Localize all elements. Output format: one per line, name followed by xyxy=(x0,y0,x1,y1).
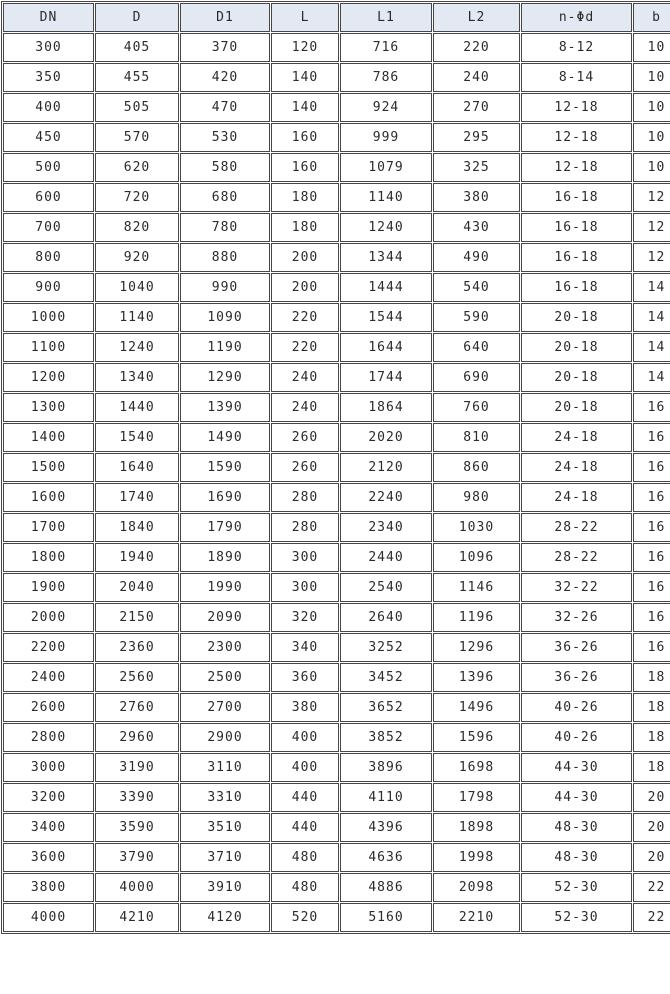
table-row xyxy=(3,603,670,632)
table-cell: 920 xyxy=(95,243,179,272)
table-cell: 3710 xyxy=(180,843,270,872)
table-cell: 4120 xyxy=(180,903,270,932)
table-row xyxy=(3,63,670,92)
table-cell: 1590 xyxy=(180,453,270,482)
table-cell: 4886 xyxy=(340,873,432,902)
table-cell: 14 xyxy=(633,303,670,332)
table-cell: 1146 xyxy=(433,573,520,602)
table-cell: 1344 xyxy=(340,243,432,272)
dimension-spec-table xyxy=(1,1,670,934)
table-cell: 440 xyxy=(271,813,339,842)
table-cell: 720 xyxy=(95,183,179,212)
table-cell: 10 xyxy=(633,33,670,62)
table-cell: 3910 xyxy=(180,873,270,902)
table-cell: 1079 xyxy=(340,153,432,182)
table-cell: 44-30 xyxy=(521,783,632,812)
table-body xyxy=(3,33,670,932)
table-cell: 40-26 xyxy=(521,693,632,722)
table-cell: 1490 xyxy=(180,423,270,452)
table-cell: 990 xyxy=(180,273,270,302)
table-cell: 1540 xyxy=(95,423,179,452)
table-cell: 120 xyxy=(271,33,339,62)
table-cell: 3452 xyxy=(340,663,432,692)
table-cell: 320 xyxy=(271,603,339,632)
table-cell: 2040 xyxy=(95,573,179,602)
table-cell: 32-22 xyxy=(521,573,632,602)
table-cell: 2150 xyxy=(95,603,179,632)
table-cell: 16 xyxy=(633,423,670,452)
table-cell: 2960 xyxy=(95,723,179,752)
table-cell: 505 xyxy=(95,93,179,122)
table-cell: 2760 xyxy=(95,693,179,722)
table-cell: 680 xyxy=(180,183,270,212)
table-cell: 405 xyxy=(95,33,179,62)
table-cell: 1840 xyxy=(95,513,179,542)
table-cell: 180 xyxy=(271,183,339,212)
column-header: n-Φd xyxy=(521,3,632,32)
table-cell: 300 xyxy=(3,33,94,62)
table-cell: 400 xyxy=(271,753,339,782)
table-cell: 450 xyxy=(3,123,94,152)
table-cell: 16-18 xyxy=(521,213,632,242)
table-cell: 2360 xyxy=(95,633,179,662)
table-cell: 12-18 xyxy=(521,153,632,182)
table-cell: 1240 xyxy=(340,213,432,242)
table-cell: 1644 xyxy=(340,333,432,362)
table-cell: 1400 xyxy=(3,423,94,452)
table-cell: 580 xyxy=(180,153,270,182)
table-cell: 20-18 xyxy=(521,363,632,392)
table-cell: 490 xyxy=(433,243,520,272)
table-cell: 260 xyxy=(271,453,339,482)
table-cell: 1200 xyxy=(3,363,94,392)
table-cell: 1864 xyxy=(340,393,432,422)
table-cell: 860 xyxy=(433,453,520,482)
table-cell: 3590 xyxy=(95,813,179,842)
table-cell: 28-22 xyxy=(521,543,632,572)
table-cell: 280 xyxy=(271,513,339,542)
table-cell: 1040 xyxy=(95,273,179,302)
table-cell: 1096 xyxy=(433,543,520,572)
table-cell: 1900 xyxy=(3,573,94,602)
table-cell: 540 xyxy=(433,273,520,302)
table-cell: 1030 xyxy=(433,513,520,542)
table-cell: 20-18 xyxy=(521,333,632,362)
table-row xyxy=(3,273,670,302)
table-cell: 880 xyxy=(180,243,270,272)
table-cell: 570 xyxy=(95,123,179,152)
table-cell: 3110 xyxy=(180,753,270,782)
table-cell: 1240 xyxy=(95,333,179,362)
table-cell: 1100 xyxy=(3,333,94,362)
table-cell: 8-14 xyxy=(521,63,632,92)
table-cell: 3652 xyxy=(340,693,432,722)
table-cell: 2800 xyxy=(3,723,94,752)
table-cell: 260 xyxy=(271,423,339,452)
table-row xyxy=(3,303,670,332)
table-cell: 380 xyxy=(271,693,339,722)
table-cell: 1898 xyxy=(433,813,520,842)
table-cell: 48-30 xyxy=(521,843,632,872)
column-header: L xyxy=(271,3,339,32)
table-cell: 18 xyxy=(633,753,670,782)
table-cell: 1698 xyxy=(433,753,520,782)
table-cell: 14 xyxy=(633,273,670,302)
table-cell: 480 xyxy=(271,843,339,872)
table-cell: 1690 xyxy=(180,483,270,512)
table-cell: 12 xyxy=(633,213,670,242)
table-cell: 2020 xyxy=(340,423,432,452)
table-row xyxy=(3,633,670,662)
table-cell: 2340 xyxy=(340,513,432,542)
table-row xyxy=(3,393,670,422)
table-cell: 1440 xyxy=(95,393,179,422)
table-cell: 2400 xyxy=(3,663,94,692)
table-cell: 18 xyxy=(633,723,670,752)
table-cell: 1800 xyxy=(3,543,94,572)
table-cell: 18 xyxy=(633,693,670,722)
table-cell: 350 xyxy=(3,63,94,92)
table-row xyxy=(3,33,670,62)
table-cell: 1290 xyxy=(180,363,270,392)
table-cell: 1496 xyxy=(433,693,520,722)
table-cell: 8-12 xyxy=(521,33,632,62)
table-cell: 220 xyxy=(271,333,339,362)
table-cell: 2700 xyxy=(180,693,270,722)
table-row xyxy=(3,723,670,752)
table-cell: 52-30 xyxy=(521,873,632,902)
table-cell: 16-18 xyxy=(521,273,632,302)
table-cell: 2540 xyxy=(340,573,432,602)
table-cell: 340 xyxy=(271,633,339,662)
table-row xyxy=(3,213,670,242)
table-cell: 20 xyxy=(633,843,670,872)
table-cell: 16-18 xyxy=(521,243,632,272)
table-cell: 640 xyxy=(433,333,520,362)
table-cell: 48-30 xyxy=(521,813,632,842)
table-cell: 220 xyxy=(433,33,520,62)
table-cell: 4396 xyxy=(340,813,432,842)
table-cell: 3800 xyxy=(3,873,94,902)
table-cell: 924 xyxy=(340,93,432,122)
table-cell: 690 xyxy=(433,363,520,392)
table-cell: 820 xyxy=(95,213,179,242)
table-cell: 1140 xyxy=(340,183,432,212)
table-cell: 220 xyxy=(271,303,339,332)
table-cell: 430 xyxy=(433,213,520,242)
table-row xyxy=(3,363,670,392)
table-cell: 36-26 xyxy=(521,663,632,692)
table-row xyxy=(3,153,670,182)
table-cell: 520 xyxy=(271,903,339,932)
table-cell: 10 xyxy=(633,93,670,122)
table-cell: 20 xyxy=(633,783,670,812)
table-cell: 140 xyxy=(271,63,339,92)
table-cell: 160 xyxy=(271,123,339,152)
table-cell: 3600 xyxy=(3,843,94,872)
header-row xyxy=(3,3,670,32)
table-cell: 4210 xyxy=(95,903,179,932)
table-cell: 10 xyxy=(633,123,670,152)
table-cell: 2090 xyxy=(180,603,270,632)
table-cell: 1700 xyxy=(3,513,94,542)
table-cell: 1740 xyxy=(95,483,179,512)
table-cell: 12-18 xyxy=(521,93,632,122)
table-cell: 16-18 xyxy=(521,183,632,212)
table-cell: 1300 xyxy=(3,393,94,422)
table-cell: 1890 xyxy=(180,543,270,572)
table-cell: 900 xyxy=(3,273,94,302)
table-cell: 1500 xyxy=(3,453,94,482)
table-cell: 16 xyxy=(633,633,670,662)
table-row xyxy=(3,753,670,782)
table-cell: 590 xyxy=(433,303,520,332)
table-cell: 16 xyxy=(633,543,670,572)
table-cell: 1940 xyxy=(95,543,179,572)
column-header: D1 xyxy=(180,3,270,32)
table-cell: 4636 xyxy=(340,843,432,872)
table-cell: 480 xyxy=(271,873,339,902)
table-cell: 270 xyxy=(433,93,520,122)
table-cell: 1296 xyxy=(433,633,520,662)
table-cell: 3852 xyxy=(340,723,432,752)
table-cell: 240 xyxy=(271,393,339,422)
table-cell: 1790 xyxy=(180,513,270,542)
table-cell: 200 xyxy=(271,273,339,302)
table-cell: 22 xyxy=(633,903,670,932)
table-row xyxy=(3,663,670,692)
table-cell: 14 xyxy=(633,363,670,392)
table-cell: 44-30 xyxy=(521,753,632,782)
table-cell: 600 xyxy=(3,183,94,212)
table-row xyxy=(3,513,670,542)
table-cell: 400 xyxy=(3,93,94,122)
table-cell: 999 xyxy=(340,123,432,152)
table-cell: 52-30 xyxy=(521,903,632,932)
column-header: b xyxy=(633,3,670,32)
table-cell: 200 xyxy=(271,243,339,272)
table-cell: 800 xyxy=(3,243,94,272)
column-header: D xyxy=(95,3,179,32)
table-cell: 2640 xyxy=(340,603,432,632)
table-row xyxy=(3,873,670,902)
table-cell: 2098 xyxy=(433,873,520,902)
table-cell: 3190 xyxy=(95,753,179,782)
table-cell: 1196 xyxy=(433,603,520,632)
table-cell: 24-18 xyxy=(521,423,632,452)
table-cell: 1600 xyxy=(3,483,94,512)
table-cell: 470 xyxy=(180,93,270,122)
table-cell: 3310 xyxy=(180,783,270,812)
table-cell: 36-26 xyxy=(521,633,632,662)
table-cell: 400 xyxy=(271,723,339,752)
table-cell: 716 xyxy=(340,33,432,62)
table-row xyxy=(3,813,670,842)
table-row xyxy=(3,903,670,932)
table-cell: 1190 xyxy=(180,333,270,362)
table-cell: 700 xyxy=(3,213,94,242)
table-cell: 2120 xyxy=(340,453,432,482)
table-cell: 140 xyxy=(271,93,339,122)
table-cell: 16 xyxy=(633,393,670,422)
table-cell: 2240 xyxy=(340,483,432,512)
table-cell: 3390 xyxy=(95,783,179,812)
table-cell: 786 xyxy=(340,63,432,92)
table-cell: 24-18 xyxy=(521,483,632,512)
table-cell: 28-22 xyxy=(521,513,632,542)
table-row xyxy=(3,183,670,212)
table-cell: 455 xyxy=(95,63,179,92)
table-cell: 1596 xyxy=(433,723,520,752)
table-cell: 2500 xyxy=(180,663,270,692)
table-cell: 10 xyxy=(633,63,670,92)
table-cell: 14 xyxy=(633,333,670,362)
table-cell: 440 xyxy=(271,783,339,812)
table-row xyxy=(3,453,670,482)
table-cell: 16 xyxy=(633,573,670,602)
table-row xyxy=(3,423,670,452)
table-cell: 280 xyxy=(271,483,339,512)
table-cell: 24-18 xyxy=(521,453,632,482)
table-cell: 1544 xyxy=(340,303,432,332)
table-cell: 1000 xyxy=(3,303,94,332)
table-cell: 1444 xyxy=(340,273,432,302)
table-cell: 22 xyxy=(633,873,670,902)
table-cell: 18 xyxy=(633,663,670,692)
column-header: L1 xyxy=(340,3,432,32)
table-cell: 5160 xyxy=(340,903,432,932)
table-cell: 4000 xyxy=(3,903,94,932)
table-cell: 2300 xyxy=(180,633,270,662)
table-cell: 16 xyxy=(633,483,670,512)
table-cell: 1390 xyxy=(180,393,270,422)
table-cell: 4000 xyxy=(95,873,179,902)
table-cell: 780 xyxy=(180,213,270,242)
table-cell: 380 xyxy=(433,183,520,212)
table-row xyxy=(3,573,670,602)
table-cell: 12 xyxy=(633,243,670,272)
table-cell: 1090 xyxy=(180,303,270,332)
table-cell: 240 xyxy=(433,63,520,92)
table-cell: 2560 xyxy=(95,663,179,692)
table-cell: 1640 xyxy=(95,453,179,482)
table-cell: 240 xyxy=(271,363,339,392)
table-cell: 3252 xyxy=(340,633,432,662)
table-cell: 20-18 xyxy=(521,393,632,422)
table-row xyxy=(3,333,670,362)
table-cell: 12 xyxy=(633,183,670,212)
column-header: L2 xyxy=(433,3,520,32)
column-header: DN xyxy=(3,3,94,32)
table-cell: 2000 xyxy=(3,603,94,632)
table-row xyxy=(3,693,670,722)
table-cell: 12-18 xyxy=(521,123,632,152)
table-row xyxy=(3,93,670,122)
table-row xyxy=(3,243,670,272)
table-row xyxy=(3,483,670,512)
table-cell: 16 xyxy=(633,453,670,482)
table-cell: 300 xyxy=(271,543,339,572)
table-cell: 3896 xyxy=(340,753,432,782)
table-cell: 2440 xyxy=(340,543,432,572)
table-cell: 1340 xyxy=(95,363,179,392)
table-cell: 1140 xyxy=(95,303,179,332)
table-cell: 530 xyxy=(180,123,270,152)
table-cell: 360 xyxy=(271,663,339,692)
table-cell: 2600 xyxy=(3,693,94,722)
table-cell: 2200 xyxy=(3,633,94,662)
table-cell: 2210 xyxy=(433,903,520,932)
table-cell: 4110 xyxy=(340,783,432,812)
table-cell: 3000 xyxy=(3,753,94,782)
table-cell: 325 xyxy=(433,153,520,182)
table-cell: 760 xyxy=(433,393,520,422)
table-cell: 3510 xyxy=(180,813,270,842)
table-cell: 300 xyxy=(271,573,339,602)
table-cell: 40-26 xyxy=(521,723,632,752)
table-cell: 370 xyxy=(180,33,270,62)
table-cell: 20 xyxy=(633,813,670,842)
table-cell: 1396 xyxy=(433,663,520,692)
table-cell: 980 xyxy=(433,483,520,512)
table-cell: 16 xyxy=(633,513,670,542)
table-cell: 32-26 xyxy=(521,603,632,632)
table-row xyxy=(3,843,670,872)
table-cell: 3790 xyxy=(95,843,179,872)
table-cell: 16 xyxy=(633,603,670,632)
table-cell: 2900 xyxy=(180,723,270,752)
table-cell: 420 xyxy=(180,63,270,92)
table-cell: 1990 xyxy=(180,573,270,602)
table-row xyxy=(3,123,670,152)
table-cell: 1998 xyxy=(433,843,520,872)
table-cell: 810 xyxy=(433,423,520,452)
table-cell: 20-18 xyxy=(521,303,632,332)
table-cell: 180 xyxy=(271,213,339,242)
table-cell: 620 xyxy=(95,153,179,182)
table-cell: 1798 xyxy=(433,783,520,812)
table-row xyxy=(3,783,670,812)
table-cell: 1744 xyxy=(340,363,432,392)
table-cell: 160 xyxy=(271,153,339,182)
table-cell: 3400 xyxy=(3,813,94,842)
table-cell: 3200 xyxy=(3,783,94,812)
table-cell: 500 xyxy=(3,153,94,182)
table-cell: 295 xyxy=(433,123,520,152)
table-row xyxy=(3,543,670,572)
table-cell: 10 xyxy=(633,153,670,182)
